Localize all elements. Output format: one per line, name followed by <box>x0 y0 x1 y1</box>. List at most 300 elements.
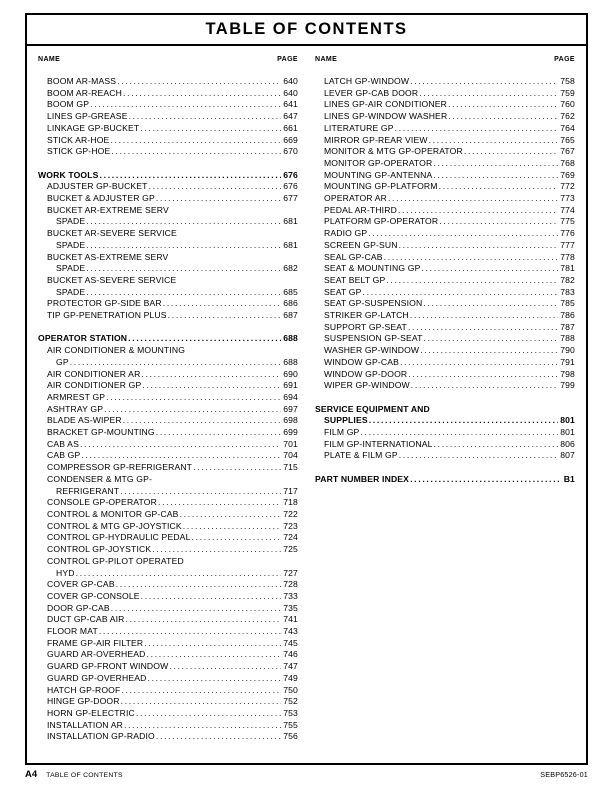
toc-entry-label: DOOR GP-CAB <box>47 602 110 613</box>
toc-leader-dots <box>400 357 558 369</box>
toc-entry-row <box>47 486 298 498</box>
toc-entry-label: COVER GP-CONSOLE <box>47 590 140 601</box>
toc-entry-row <box>47 439 298 451</box>
toc-entry-row <box>47 591 298 603</box>
toc-page-number: 681 <box>283 239 298 250</box>
toc-entry-label: AIR CONDITIONER AR <box>47 368 141 379</box>
toc-page-number: 698 <box>283 415 298 426</box>
toc-section-header <box>315 474 575 486</box>
toc-page-number: 783 <box>560 286 575 297</box>
toc-page-number: 715 <box>283 462 298 473</box>
toc-leader-dots <box>152 544 281 556</box>
toc-page-number: 773 <box>560 193 575 204</box>
toc-entry <box>38 275 298 298</box>
toc-leader-dots <box>433 170 558 182</box>
column-header-name: NAME <box>315 56 338 63</box>
toc-entry <box>38 380 298 392</box>
toc-entry-row <box>47 614 298 626</box>
toc-entry-label: SUPPORT GP-SEAT <box>324 321 407 332</box>
toc-page-number: 704 <box>283 450 298 461</box>
toc-entry <box>38 252 298 275</box>
toc-leader-dots <box>120 486 281 498</box>
toc-entry <box>315 287 575 299</box>
toc-leader-dots <box>439 181 559 193</box>
toc-entry <box>38 731 298 743</box>
toc-leader-dots <box>76 568 282 580</box>
toc-page-number: 786 <box>560 310 575 321</box>
toc-leader-dots <box>128 333 281 345</box>
toc-entry-label: MOUNTING GP-PLATFORM <box>324 181 438 192</box>
toc-entry-row <box>47 404 298 416</box>
toc-entry <box>315 193 575 205</box>
toc-gap <box>38 158 298 170</box>
toc-entry-row <box>47 240 298 252</box>
toc-entry <box>315 111 575 123</box>
toc-entry-label: WASHER GP-WINDOW <box>324 345 420 356</box>
toc-entry-label: FLOOR MAT <box>47 626 98 637</box>
toc-entry-label: SUPPLIES <box>324 415 368 426</box>
toc-entry-label: SERVICE EQUIPMENT AND <box>315 403 430 414</box>
toc-page-number: 699 <box>283 427 298 438</box>
toc-entry-label: LEVER GP-CAB DOOR <box>324 87 419 98</box>
toc-page-number: 769 <box>560 169 575 180</box>
toc-entry <box>315 252 575 264</box>
toc-leader-dots <box>141 591 282 603</box>
toc-leader-dots <box>183 521 281 533</box>
toc-page-number: 765 <box>560 134 575 145</box>
toc-entry-row <box>324 99 575 111</box>
footer-section-title: TABLE OF CONTENTS <box>46 772 123 779</box>
toc-page-number: 685 <box>283 286 298 297</box>
toc-entry-row <box>47 88 298 100</box>
toc-page-number: 759 <box>560 87 575 98</box>
toc-entry-label: BOOM AR-REACH <box>47 87 123 98</box>
toc-entry-label: TIP GP-PENETRATION PLUS <box>47 310 167 321</box>
toc-leader-dots <box>369 415 559 427</box>
toc-page-number: 749 <box>283 672 298 683</box>
toc-page-number: 782 <box>560 274 575 285</box>
toc-page-number: 801 <box>560 427 575 438</box>
toc-leader-dots <box>116 579 282 591</box>
toc-leader-dots <box>121 696 282 708</box>
toc-entry <box>315 298 575 310</box>
toc-page-number: 750 <box>283 684 298 695</box>
toc-page-number: 686 <box>283 298 298 309</box>
toc-page-number: 774 <box>560 204 575 215</box>
toc-page-number: 677 <box>283 193 298 204</box>
toc-page-number: 717 <box>283 485 298 496</box>
toc-entry-label: HINGE GP-DOOR <box>47 696 120 707</box>
toc-entry-row <box>47 462 298 474</box>
toc-entry-label: PART NUMBER INDEX <box>315 473 410 484</box>
toc-entry-label: GP <box>56 356 69 367</box>
toc-page-number: 723 <box>283 520 298 531</box>
toc-section-header <box>315 404 575 427</box>
toc-entry <box>315 357 575 369</box>
toc-entry <box>315 88 575 100</box>
toc-entry-label: FRAME GP-AIR FILTER <box>47 637 144 648</box>
toc-entry <box>315 158 575 170</box>
toc-leader-dots <box>448 111 558 123</box>
toc-leader-dots <box>193 462 281 474</box>
toc-entry-row <box>315 415 575 427</box>
toc-entry-label: LINKAGE GP-BUCKET <box>47 122 140 133</box>
toc-entry-label: MONITOR & MTG GP-OPERATOR <box>324 146 463 157</box>
toc-page-number: 687 <box>283 310 298 321</box>
toc-leader-dots <box>448 99 558 111</box>
toc-leader-dots <box>126 614 282 626</box>
toc-column-left <box>38 56 298 743</box>
toc-page-number: 641 <box>283 99 298 110</box>
toc-entry-row <box>324 123 575 135</box>
toc-entry <box>38 696 298 708</box>
toc-entry <box>315 380 575 392</box>
toc-entry <box>38 614 298 626</box>
toc-page-number: 725 <box>283 544 298 555</box>
toc-column-right <box>315 56 575 743</box>
toc-entry-row <box>47 509 298 521</box>
toc-page-number: 727 <box>283 567 298 578</box>
toc-entry-row <box>324 298 575 310</box>
toc-entry-row <box>47 263 298 275</box>
toc-page-number: 640 <box>283 76 298 86</box>
toc-entry-label: CONTROL GP-PILOT OPERATED <box>47 555 184 566</box>
toc-entry-row <box>47 649 298 661</box>
toc-leader-dots <box>86 240 281 252</box>
toc-entry-row <box>324 76 575 88</box>
toc-leader-dots <box>86 216 281 228</box>
toc-entry-row <box>47 661 298 673</box>
toc-entry <box>38 369 298 381</box>
toc-entry-row <box>324 240 575 252</box>
toc-entry-label: FILM GP <box>324 427 360 438</box>
toc-entry-label: WORK TOOLS <box>38 169 99 180</box>
toc-entry-row <box>47 111 298 123</box>
toc-leader-dots <box>149 181 282 193</box>
toc-entry-label: SEAT BELT GP <box>324 274 386 285</box>
toc-page-number: 787 <box>560 321 575 332</box>
toc-entry-row <box>47 135 298 147</box>
toc-entry-row <box>47 673 298 685</box>
toc-gap <box>315 392 575 404</box>
column-header <box>315 56 575 63</box>
toc-entry-row <box>324 135 575 147</box>
toc-entry-label: SUSPENSION GP-SEAT <box>324 333 423 344</box>
toc-entry <box>38 427 298 439</box>
toc-entry <box>38 181 298 193</box>
toc-entry-label: ARMREST GP <box>47 391 106 402</box>
toc-leader-dots <box>70 357 281 369</box>
page-footer <box>25 769 588 780</box>
toc-page-number: 785 <box>560 298 575 309</box>
toc-entry-row <box>324 205 575 217</box>
toc-page-number: 781 <box>560 263 575 274</box>
toc-page-number: 758 <box>560 76 575 86</box>
toc-entry-row <box>324 357 575 369</box>
toc-entry <box>315 450 575 462</box>
toc-page-number: 661 <box>283 122 298 133</box>
toc-page-number: 807 <box>560 450 575 461</box>
toc-entry-row <box>47 626 298 638</box>
toc-entry-label: DUCT GP-CAB AIR <box>47 614 125 625</box>
toc-entry <box>315 345 575 357</box>
toc-page-number: 728 <box>283 579 298 590</box>
toc-leader-dots <box>388 193 558 205</box>
toc-entry-row <box>324 275 575 287</box>
toc-leader-dots <box>123 415 282 427</box>
toc-entry-label: SEAL GP-CAB <box>324 251 383 262</box>
toc-entry-row <box>47 544 298 556</box>
toc-entry <box>38 532 298 544</box>
toc-entry-row <box>324 228 575 240</box>
toc-entry-label: LINES GP-GREASE <box>47 111 128 122</box>
toc-entry-label: STRIKER GP-LATCH <box>324 310 409 321</box>
toc-entry <box>38 146 298 158</box>
toc-leader-dots <box>421 263 558 275</box>
toc-entry-label: COVER GP-CAB <box>47 579 115 590</box>
toc-entry <box>315 123 575 135</box>
toc-entry <box>38 556 298 579</box>
toc-entry <box>315 170 575 182</box>
toc-entry <box>315 263 575 275</box>
toc-entry-row <box>47 298 298 310</box>
toc-page-number: 747 <box>283 661 298 672</box>
toc-leader-dots <box>399 450 558 462</box>
toc-page-number: 691 <box>283 380 298 391</box>
toc-entry-row <box>324 345 575 357</box>
toc-entry-row <box>38 170 298 182</box>
toc-entry-label: PROTECTOR GP-SIDE BAR <box>47 298 162 309</box>
toc-entry-row <box>47 497 298 509</box>
toc-page-number: 778 <box>560 251 575 262</box>
toc-entry <box>38 591 298 603</box>
toc-entry <box>315 322 575 334</box>
toc-entry <box>38 123 298 135</box>
toc-entry <box>315 146 575 158</box>
toc-leader-dots <box>81 450 281 462</box>
toc-leader-dots <box>147 649 282 661</box>
toc-entry <box>38 708 298 720</box>
toc-leader-dots <box>156 193 281 205</box>
toc-leader-dots <box>142 380 281 392</box>
toc-entry-label: BUCKET AR-SEVERE SERVICE <box>47 228 177 239</box>
toc-entry-label: REFRIGERANT <box>56 485 120 496</box>
toc-page-number: 768 <box>560 157 575 168</box>
toc-entry <box>38 450 298 462</box>
toc-gap <box>315 462 575 474</box>
toc-page-number: 775 <box>560 216 575 227</box>
toc-leader-dots <box>168 310 282 322</box>
toc-entry-row <box>324 252 575 264</box>
toc-entry-row <box>47 392 298 404</box>
toc-entry-label: GUARD GP-FRONT WINDOW <box>47 661 169 672</box>
toc-leader-dots <box>395 123 559 135</box>
toc-entry <box>38 193 298 205</box>
toc-entry <box>38 205 298 228</box>
toc-entry-label: CONDENSER & MTG GP- <box>47 473 153 484</box>
toc-entry <box>38 392 298 404</box>
toc-leader-dots <box>123 88 281 100</box>
toc-entry-row <box>47 708 298 720</box>
toc-entry-row <box>47 380 298 392</box>
toc-entry <box>38 544 298 556</box>
toc-entry-row <box>324 322 575 334</box>
toc-page-number: 788 <box>560 333 575 344</box>
toc-page-number: 799 <box>560 380 575 391</box>
toc-entry-label: PLATFORM GP-OPERATOR <box>324 216 439 227</box>
toc-entry-row <box>47 731 298 743</box>
toc-content <box>27 46 586 743</box>
toc-entry <box>38 415 298 427</box>
toc-entry <box>38 673 298 685</box>
toc-leader-dots <box>410 76 558 88</box>
toc-page-number: 746 <box>283 649 298 660</box>
toc-entry <box>315 99 575 111</box>
toc-entry <box>315 240 575 252</box>
toc-leader-dots <box>434 439 559 451</box>
toc-entry <box>315 135 575 147</box>
toc-entry-label: PEDAL AR-THIRD <box>324 204 397 215</box>
column-header-page: PAGE <box>554 56 575 63</box>
toc-leader-dots <box>384 252 559 264</box>
toc-entry-row <box>47 427 298 439</box>
toc-entry <box>38 474 298 497</box>
toc-entry-row <box>324 310 575 322</box>
toc-entry <box>38 228 298 251</box>
toc-page-number: 743 <box>283 626 298 637</box>
toc-entry-label: WINDOW GP-CAB <box>324 356 399 367</box>
toc-entry-row <box>47 76 298 88</box>
toc-entry <box>38 345 298 368</box>
toc-entry <box>38 638 298 650</box>
toc-leader-dots <box>106 392 281 404</box>
toc-entry-label: GUARD GP-OVERHEAD <box>47 672 147 683</box>
toc-entry-row <box>47 99 298 111</box>
toc-leader-dots <box>147 673 281 685</box>
toc-entry-row <box>324 263 575 275</box>
title-bar <box>27 15 586 46</box>
toc-entries-right <box>315 76 575 486</box>
toc-entry-row <box>47 579 298 591</box>
toc-entry-label: CONTROL GP-HYDRAULIC PEDAL <box>47 532 191 543</box>
toc-leader-dots <box>410 474 562 486</box>
toc-leader-dots <box>140 123 281 135</box>
toc-entry-label: CONSOLE GP-OPERATOR <box>47 497 157 508</box>
toc-entry-label: BOOM GP <box>47 99 90 110</box>
toc-entry-row <box>47 532 298 544</box>
toc-entry-label: MOUNTING GP-ANTENNA <box>324 169 433 180</box>
toc-page-number: 762 <box>560 111 575 122</box>
toc-page-number: 764 <box>560 122 575 133</box>
toc-leader-dots <box>86 263 281 275</box>
toc-entry-label: BOOM AR-MASS <box>47 76 117 86</box>
toc-entry <box>38 521 298 533</box>
toc-page-number: 791 <box>560 356 575 367</box>
toc-entry-row <box>324 170 575 182</box>
toc-entry-label: LINES GP-WINDOW WASHER <box>324 111 448 122</box>
toc-entry-label: CONTROL & MONITOR GP-CAB <box>47 508 179 519</box>
toc-entry-label: LINES GP-AIR CONDITIONER <box>324 99 447 110</box>
toc-entry-row <box>324 216 575 228</box>
toc-page-number: 741 <box>283 614 298 625</box>
toc-page-number: 724 <box>283 532 298 543</box>
toc-leader-dots <box>423 298 558 310</box>
footer-left <box>25 769 123 780</box>
toc-page-number: 690 <box>283 368 298 379</box>
toc-entry-label: AIR CONDITIONER GP <box>47 380 142 391</box>
toc-leader-dots <box>169 661 281 673</box>
toc-page-number: 777 <box>560 239 575 250</box>
toc-leader-dots <box>408 322 558 334</box>
toc-page-number: 718 <box>283 497 298 508</box>
toc-page-number: 767 <box>560 146 575 157</box>
toc-entry-label: SPADE <box>56 239 86 250</box>
toc-entries-left <box>38 76 298 743</box>
toc-entry-label: OPERATOR STATION <box>38 333 128 344</box>
toc-entry-row <box>47 216 298 228</box>
toc-page-number: 756 <box>283 731 298 742</box>
toc-entry-label: MIRROR GP-REAR VIEW <box>324 134 428 145</box>
toc-entry <box>315 275 575 287</box>
toc-entry-label: AIR CONDITIONER & MOUNTING <box>47 345 186 356</box>
toc-page-number: 647 <box>283 111 298 122</box>
toc-leader-dots <box>156 731 281 743</box>
toc-entry-row <box>47 685 298 697</box>
footer-document-code: SEBP6526-01 <box>540 770 588 779</box>
toc-leader-dots <box>360 427 558 439</box>
toc-entry-row <box>47 521 298 533</box>
toc-page-number: 776 <box>560 228 575 239</box>
toc-entry-label: HYD <box>56 567 75 578</box>
toc-leader-dots <box>411 380 558 392</box>
toc-page-number: 772 <box>560 181 575 192</box>
toc-entry-row <box>47 696 298 708</box>
toc-leader-dots <box>124 720 281 732</box>
toc-entry-label: SCREEN GP-SUN <box>324 239 398 250</box>
toc-entry-row <box>47 287 298 299</box>
toc-page-number: 640 <box>283 87 298 98</box>
toc-gap <box>38 322 298 334</box>
toc-entry-label: BUCKET AR-EXTREME SERV <box>47 204 169 215</box>
toc-entry <box>315 76 575 88</box>
toc-leader-dots <box>104 404 281 416</box>
toc-entry-label: INSTALLATION AR <box>47 719 123 730</box>
toc-page-number: 745 <box>283 637 298 648</box>
toc-section-header <box>38 170 298 182</box>
toc-entry-row <box>47 638 298 650</box>
toc-entry-row <box>324 158 575 170</box>
toc-entry <box>38 626 298 638</box>
toc-entry-label: OPERATOR AR <box>324 193 387 204</box>
toc-leader-dots <box>192 532 282 544</box>
toc-entry-row <box>324 146 575 158</box>
toc-entry-row <box>47 181 298 193</box>
toc-page-number: 790 <box>560 345 575 356</box>
toc-leader-dots <box>80 439 281 451</box>
toc-leader-dots <box>433 158 558 170</box>
toc-page-number: 753 <box>283 707 298 718</box>
toc-leader-dots <box>110 135 281 147</box>
toc-entry-label: CAB AS <box>47 438 79 449</box>
toc-entry <box>38 99 298 111</box>
toc-page-number: 701 <box>283 438 298 449</box>
toc-leader-dots <box>420 345 558 357</box>
toc-entry-row <box>324 111 575 123</box>
toc-entry <box>38 603 298 615</box>
toc-entry <box>315 427 575 439</box>
toc-entry-label: WINDOW GP-DOOR <box>324 368 408 379</box>
toc-leader-dots <box>158 497 281 509</box>
